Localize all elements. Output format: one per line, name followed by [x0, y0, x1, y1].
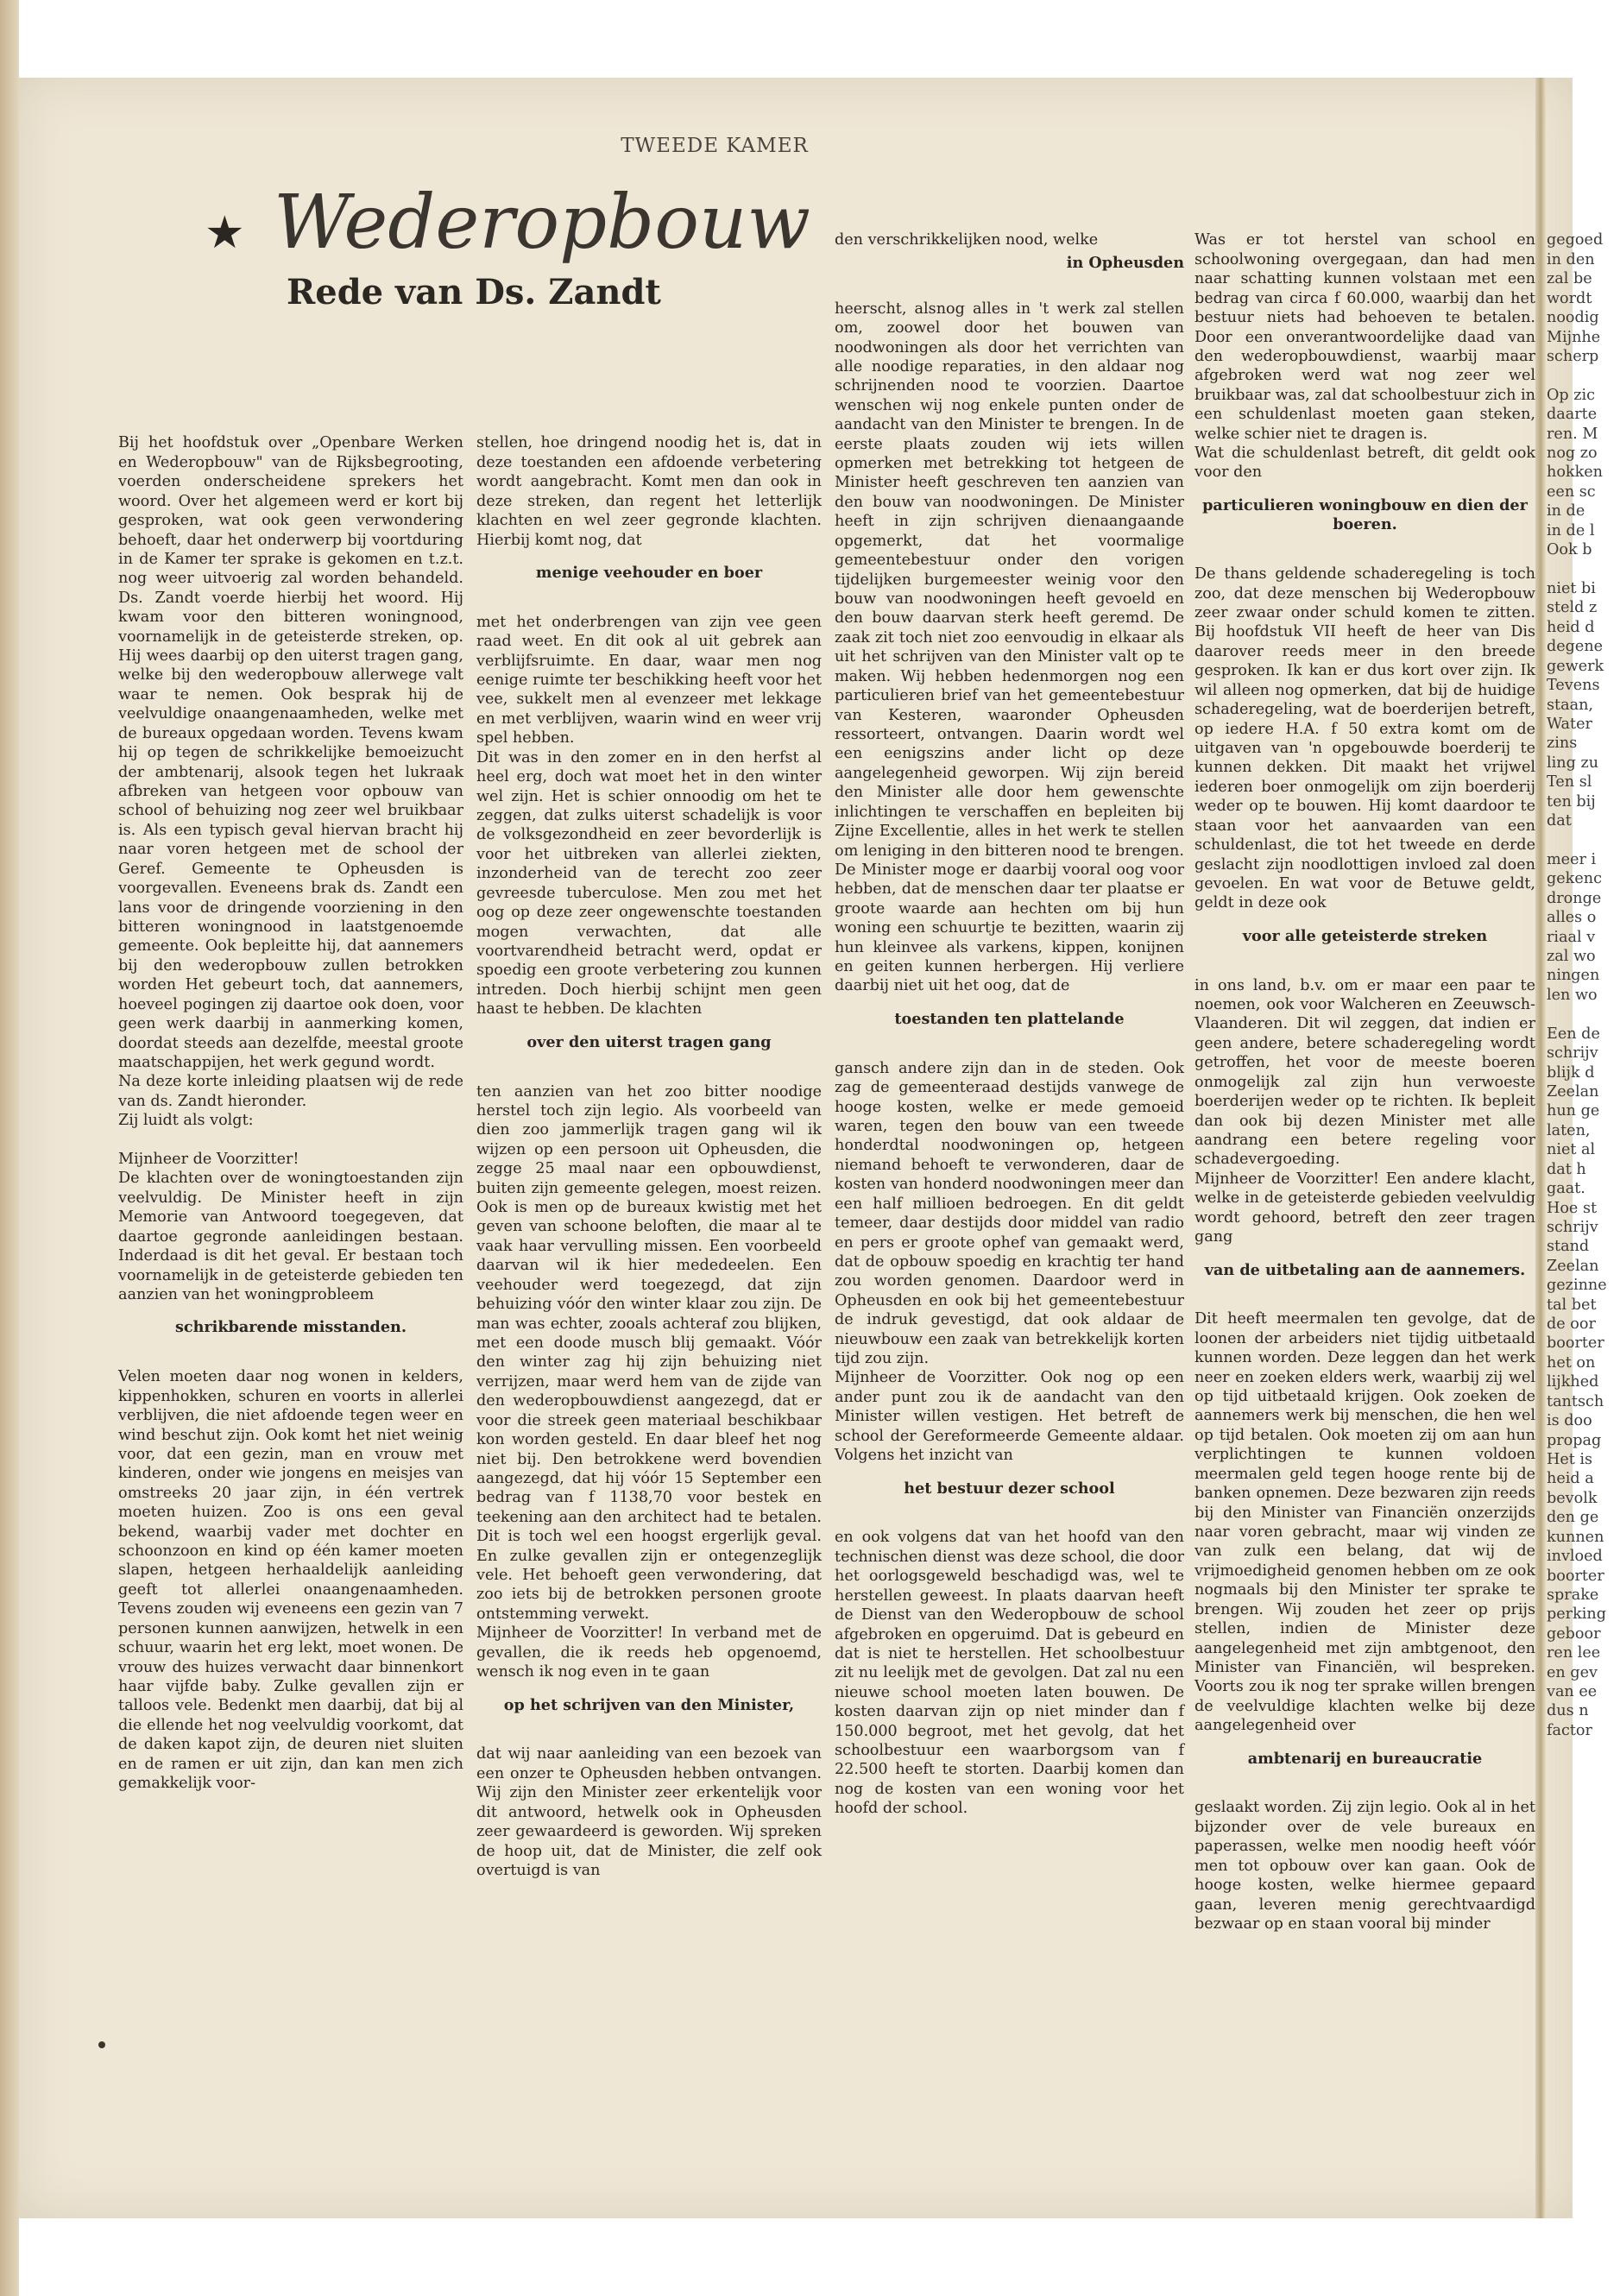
- col4-text-c: in ons land, b.v. om er maar een paar te noemen, ook voor Walcheren en Zeeuwsch-Vlaanderen. Dit wil zeggen, dat indien er geen andere, betere schaderegeling wordt getroffen, het voor de meeste boeren onmogelijk zal zijn hun verwoeste boerderijen weder op te richten. Ik bepleit dan ook bij dezen Minister met alle aandrang een betere regeling voor schadevergoeding. Mijnheer de Voorzitter! Een andere klacht, welke in de geteisterde gebieden veelvuldig wordt gehoord, betreft den zeer tragen gang: [1195, 976, 1535, 1246]
- col3-subheading-2: toestanden ten plattelande: [894, 1009, 1125, 1028]
- binding-edge: [0, 0, 19, 2296]
- col4-text-d: Dit heeft meermalen ten gevolge, dat de loonen der arbeiders niet tijdig uitbetaald kunnen worden. Deze leggen dan het werk neer en zoeken elders werk, waarbij zij wel op tijd uitbetaald krijgen. Ook zoeken de aannemers werk bij menschen, die hen wel op tijd betalen. Ook moeten zij om aan hun verplichtingen te kunnen voldoen meermalen geld tegen hooge rente bij de banken opnemen. Deze bezwaren zijn reeds bij den Minister van Financiën onzerzijds naar voren gebracht, maar wij vinden ze van zulk een belang, dat wij de vrijmoedigheid genomen hebben om ze ook nogmaals bij den Minister ter sprake te brengen. Wij zouden het zeer op prijs stellen, indien de Minister deze aangelegenheid met zijn ambtgenoot, den Minister van Financiën, wil bespreken. Voorts zou ik nog ter sprake willen brengen de veelvuldige klachten welke bij deze aangelegenheid over: [1195, 1310, 1535, 1735]
- col1-subheading: schrikbarende misstanden.: [175, 1318, 407, 1337]
- col4-text-e: geslaakt worden. Zij zijn legio. Ook al in het bijzonder over de vele bureaux en paperassen, welke men noodig heeft vóór men tot opbouw over kan gaan. Ook de hooge kosten, welke hiermee gepaard gaan, leveren menig gerechtvaardigd bezwaar op en staan vooral bij minder: [1195, 1799, 1535, 1933]
- col3-subheading-1: in Opheusden: [1066, 253, 1184, 272]
- col1-text-b: Velen moeten daar nog wonen in kelders, kippenhokken, schuren en voorts in allerlei verblijven, die niet afdoende tegen weer en wind beschut zijn. Ook komt het niet weinig voor, dat een gezin, man en vrouw met kinderen, onder wie jongens en meisjes van omstreeks 20 jaar zijn, in één vertrek moeten huizen. Zoo is ons een geval bekend, waarbij vader met dochter en schoonzoon en kind op één kamer moeten slapen, hetgeen herhaaldelijk aanleiding geeft tot allerlei onaangenaamheden. Tevens zouden wij eveneens een gezin van 7 personen kunnen aanwijzen, hetwelk in een schuur, waarin het erg lekt, moet wonen. De vrouw des huizes verwacht daar binnenkort haar vijfde baby. Zulke gevallen zijn er talloos vele. Bedenkt men daarbij, dat bij al die ellende het nog veelvuldig voorkomt, dat de daken kapot zijn, de deuren niet sluiten en de ramen er uit zijn, dan kan men zich gemakkelijk voor-: [118, 1368, 463, 1793]
- col4-subheading-2: voor alle geteisterde streken: [1242, 926, 1488, 945]
- printer-dot: [98, 2041, 105, 2048]
- col3-text-b: heerscht, alsnog alles in 't werk zal stellen om, zoowel door het bouwen van noodwoningen als door het verrichten van alle noodige reparaties, in den aldaar nog schrijnenden nood te voorzien. Daartoe wenschen wij nog enkele punten onder de aandacht van den Minister te brengen. In de eerste plaats zouden wij iets willen opmerken met betrekking tot hetgeen de Minister heeft geschreven ten aanzien van den bouw van noodwoningen. De Minister heeft in zijn schrijven dienaangaande opgemerkt, dat het voormalige gemeentebestuur onder den vorigen tijdelijken burgemeester weinig voor den bouw van noodwoningen heeft gevoeld en den bouw daarvan sterk heeft geremd. De zaak zit toch niet zoo eenvoudig in elkaar als uit het schrijven van den Minister valt op te maken. Wij hebben hedenmorgen nog een particulieren brief van het gemeentebestuur van Kesteren, waaronder Opheusden ressorteert, ontvangen. Daarin wordt wel een eenigszins ander licht op deze aangelegenheid geworpen. Wij zijn bereid den Minister alle door hem gewenschte inlichtingen te verschaffen en bepleiten bij Zijne Excellentie, alles in het werk te stellen om leniging in den bitteren nood te brengen. De Minister moge er daarbij vooral oog voor hebben, dat de menschen daar ter plaatse er groote waarde aan hechten om bij hun woning een schuurtje te bezitten, waarin zij hun kleinvee als varkens, kippen, konijnen en geiten kunnen herbergen. Hij verliere daarbij niet uit het oog, dat de: [835, 300, 1184, 995]
- column-5-cut-off: [1547, 211, 1620, 1990]
- col5-text: gegoed in den zal be wordt noodig Mijnhe scherp Op zic daarte ren. M nog zo hokken een sc in de in de l Ook b niet bi steld z heid d degene gewerk Tevens staan, Water zins ling zu Ten sl ten bij dat meer i gekenc dronge alles o riaal v zal wo ningen len wo Een de schrijv blijk d Zeelan hun ge laten, niet al dat h gaat. Hoe st schrijv stand Zeelan gezinne tal bet de oor boorter het on lijkhed tantsch is doo propag Het is heid a bevolk den ge kunnen invloed boorter sprake perking geboor ren lee en gev van ee dus n factor: [1547, 231, 1607, 1739]
- col3-text-c: gansch andere zijn dan in de steden. Ook zag de gemeenteraad destijds vanwege de hooge kosten, welke er mede gemoeid waren, tegen den bouw van een tweede honderdtal noodwoningen op, hetgeen niemand behoeft te verwonderen, daar de kosten van honderd noodwoningen meer dan een half millioen bedroegen. En dit geldt temeer, daar destijds door middel van radio en pers er groote ophef van gemaakt werd, dat de opbouw spoedig en krachtig ter hand zou worden genomen. Daardoor werd in Opheusden en ook bij het gemeentebestuur de indruk gevestigd, dat ook aldaar de nieuwbouw een zaak van betrekkelijk korten tijd zou zijn. Mijnheer de Voorzitter. Ook nog op een ander punt zou ik de aandacht van den Minister willen vestigen. Het betreft de school der Gereformeerde Gemeente aldaar. Volgens het inzicht van: [835, 1059, 1184, 1465]
- headline: Wederopbouw: [274, 180, 810, 266]
- star-icon: ★: [205, 207, 245, 259]
- col2-text-d: dat wij naar aanleiding van een bezoek van een onzer te Opheusden hebben ontvangen. Wij zijn den Minister zeer erkentelijk voor dit antwoord, hetwelk ook in Opheusden zeer gewaardeerd is geworden. Wij spreken de hoop uit, dat de Minister, die zelf ook overtuigd is van: [476, 1745, 822, 1879]
- col4-text-a: Was er tot herstel van school en schoolwoning overgegaan, dan had men naar schatting kunnen volstaan met een bedrag van circa f 60.000, waarbij dan het bestuur niets had behoeven te betalen. Door een onverantwoordelijke daad van den wederopbouwdienst, waarbij maar afgebroken werd wat nog zeer wel bruikbaar was, zal dat schoolbestuur zich in een schuldenlast moeten gaan steken, welke schier niet te dragen is. Wat die schuldenlast betreft, dit geldt ook voor den: [1195, 231, 1535, 482]
- column-1: [118, 414, 463, 2192]
- col2-text-b: met het onderbrengen van zijn vee geen raad weet. En dit ook al uit gebrek aan verblijfsruimte. En daar, waar men nog eenige ruimte ter beschikking heeft voor het vee, sukkelt men al evenzeer met lekkage en met verblijven, waarin wind en weer vrij spel hebben. Dit was in den zomer en in den herfst al heel erg, doch wat moet het in den winter wel zijn. Het is schier onnoodig om het te zeggen, dat zulks uiterst schadelijk is voor de volksgezondheid en zeer bevorderlijk is voor het uitbreken van allerlei ziekten, inzonderheid van de terecht zoo zeer gevreesde tuberculose. Men zou met het oog op deze zeer ongewenschte toestanden mogen verwachten, dat alle voortvarendheid betracht werd, opdat er spoedig een groote verbetering zou kunnen intreden. Doch hierbij schijnt men geen haast te hebben. De klachten: [476, 613, 822, 1019]
- col3-subheading-3: het bestuur dezer school: [904, 1479, 1115, 1498]
- col4-subheading-4: ambtenarij en bureaucratie: [1247, 1749, 1483, 1768]
- col2-subheading-2: over den uiterst tragen gang: [526, 1032, 772, 1051]
- column-2: [476, 414, 822, 2192]
- page-fold: [1535, 78, 1546, 2218]
- col2-text-a: stellen, hoe dringend noodig het is, dat in deze toestanden een afdoende verbetering wordt aangebracht. Komt men dan ook in deze streken, dan regent het letterlijk klachten en wel zeer gegronde klachten. Hierbij komt nog, dat: [476, 434, 822, 549]
- newspaper-page: [19, 78, 1607, 2218]
- subheadline: Rede van Ds. Zandt: [287, 272, 661, 312]
- col2-subheading-1: menige veehouder en boer: [535, 563, 763, 582]
- col4-subheading-1: particulieren woningbouw en dien der boeren.: [1202, 495, 1528, 534]
- col1-text: Bij het hoofdstuk over „Openbare Werken en Wederopbouw" van de Rijksbegrooting, voerden onderscheidene sprekers het woord. Over het algemeen werd er kort bij gesproken, wat ook geen verwondering behoeft, daar het onderwerp bij voortduring in de Kamer ter sprake is gekomen en t.z.t. nog weer uitvoerig zal worden behandeld. Ds. Zandt voerde hierbij het woord. Hij kwam voor den bitteren woningnood, voornamelijk in de geteisterde streken, op. Hij wees daarbij op den uiterst tragen gang, welke bij den wederopbouw allerwege valt waar te nemen. Ook besprak hij de veelvuldige onaangenaamheden, welke met de bureaux opgedaan worden. Tevens kwam hij op tegen de schrikkelijke bemoeizucht der ambtenarij, alsook tegen het lukraak afbreken van hetgeen voor opbouw van school of behuizing nog zeer wel bruikbaar is. Als een typisch geval hiervan bracht hij naar voren hetgeen met de school der Geref. Gemeente te Opheusden is voorgevallen. Eveneens brak ds. Zandt een lans voor de dringende voorziening in den bitteren woningnood in laatstgenoemde gemeente. Ook bepleitte hij, dat aannemers bij den wederopbouw zullen betrokken worden Het gebeurt toch, dat aannemers, hoeveel pogingen zij daartoe ook doen, voor geen werk daarbij in aanmerking komen, doordat steeds aan dezelfde, meestal groote maatschappijen, het werk gegund wordt. Na deze korte inleiding plaatsen wij de rede van ds. Zandt hieronder. Zij luidt als volgt: Mijnheer de Voorzitter! De klachten over de woningtoestanden zijn veelvuldig. De Minister heeft in zijn Memorie van Antwoord toegegeven, dat daartoe gegronde aanleidingen bestaan. Inderdaad is dit het geval. Er bestaan toch voornamelijk in de geteisterde gebieden ten aanzien van het woningprobleem: [118, 434, 463, 1303]
- col4-text-b: De thans geldende schaderegeling is toch zoo, dat deze menschen bij Wederopbouw zeer zwaar onder schuld komen te zitten. Bij hoofdstuk VII heeft de heer van Dis daarover reeds meer in den breede gesproken. Ik kan er dus kort over zijn. Ik wil alleen nog opmerken, dat bij de huidige schaderegeling, wat de boerderijen betreft, op iedere H.A. f 50 extra komt om de uitgaven van 'n opgebouwde boerderij te kunnen dekken. Dit maakt het vrijwel iederen boer onmogelijk om zijn boerderij weder op te bouwen. Hij komt daardoor te staan voor het aanvaarden van een schuldenlast, die tot het tweede en derde geslacht zijn noodlottigen invloed zal doen gevoelen. En wat voor de Betuwe geldt, geldt in deze ook: [1195, 565, 1535, 912]
- column-3: [835, 211, 1184, 1990]
- section-header: TWEEDE KAMER: [621, 135, 809, 157]
- col2-text-c: ten aanzien van het zoo bitter noodige herstel toch zijn legio. Als voorbeeld van dien zoo jammerlijk tragen gang wil ik wijzen op een persoon uit Opheusden, die zegge 25 maal naar een opbouwdienst, buiten zijn gemeente gelegen, moest reizen. Ook is men op de bureaux kwistig met het geven van schoone beloften, die maar al te vaak haar vervulling missen. Een voorbeeld daarvan wil ik hier mededeelen. Een veehouder werd toegezegd, dat zijn behuizing vóór den winter klaar zou zijn. De man was echter, zooals achteraf zou blijken, met een doode musch blij gemaakt. Vóór den winter zag hij zijn behuizing niet verrijzen, maar werd hem van de zijde van den wederopbouwdienst aangezegd, dat er voor die streek geen materiaal beschikbaar kon worden gesteld. En daar bleef het nog niet bij. Den betrokkene werd bovendien aangezegd, dat hij vóór 15 September een bedrag van f 1138,70 voor bestek en teekening aan den architect had te betalen. Dit is toch wel een hoogst ergerlijk geval. En zulke gevallen zijn er ontegenzeglijk vele. Het behoeft geen verwondering, dat zoo iets bij de betrokken personen groote ontstemming verwekt. Mijnheer de Voorzitter! In verband met de gevallen, die ik reeds heb opgenoemd, wensch ik nog even in te gaan: [476, 1082, 822, 1681]
- col2-subheading-3: op het schrijven van den Minister,: [503, 1695, 795, 1714]
- col3-text-d: en ook volgens dat van het hoofd van den technischen dienst was deze school, die door het oorlogsgeweld beschadigd was, wel te herstellen geweest. In plaats daarvan heeft de Dienst van den Wederopbouw de school afgebroken en opgeruimd. Dat is gebeurd en dat is niet te herstellen. Het schoolbestuur zit nu leelijk met de gevolgen. Dat zal nu een nieuwe school moeten laten bouwen. De kosten daarvan zijn op niet minder dan f 150.000 begroot, met het gevolg, dat het schoolbestuur een waarborgsom van f 22.500 heeft te storten. Daarbij komen dan nog de kosten van een woning voor het hoofd der school.: [835, 1529, 1184, 1818]
- column-4: [1195, 211, 1535, 1990]
- col3-text-a: den verschrikkelijken nood, welke: [835, 231, 1099, 249]
- col4-subheading-3: van de uitbetaling aan de aannemers.: [1204, 1260, 1526, 1279]
